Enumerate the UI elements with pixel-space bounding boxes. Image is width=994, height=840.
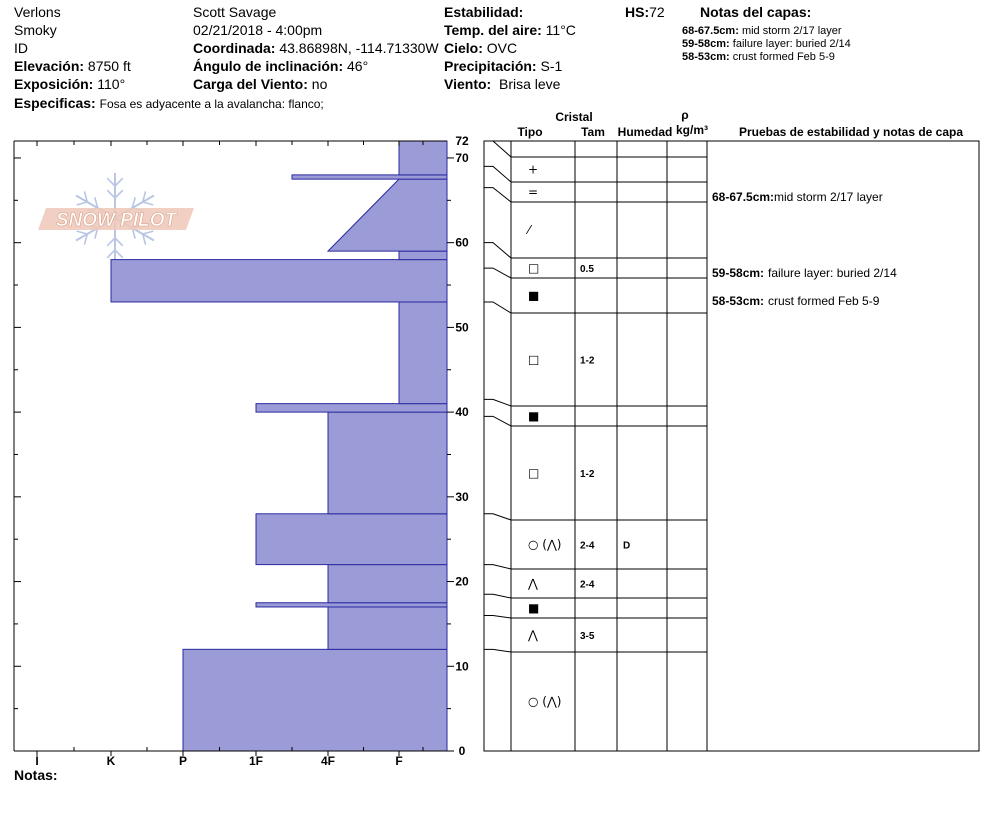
layer-note-text: failure layer: buried 2/14 [768,266,897,280]
header-layer-note-range: 58-53cm: [682,51,730,63]
hardness-bar [111,260,447,302]
air-temp-label: Temp. del aire: [444,22,542,38]
layer-boundary-line [484,166,707,182]
header-layer-note-text: mid storm 2/17 layer [741,25,842,37]
specifics-value: Fosa es adyacente a la avalancha: flanco; [99,97,324,111]
layer-boundary-line [484,514,707,520]
layer-grain-size: 0.5 [580,264,594,275]
precipitation-value: S-1 [540,58,563,74]
hardness-bar [328,412,447,514]
y-tick-label: 70 [455,150,469,165]
hardness-bar [399,251,447,259]
layer-grain-type: ■ [528,288,540,303]
layer-note-range: 59-58cm: [712,266,765,280]
snowflake-branch [115,178,123,186]
header-tam: Tam [581,125,605,139]
y-tick-label: 72 [455,134,469,148]
hardness-bar [328,179,447,251]
layer-grain-type: ⋀ [528,628,538,642]
aspect-value: 110° [97,76,126,92]
hardness-bar [256,603,447,607]
logo-text: SNOW PILOT [55,210,177,231]
hardness-bar [328,607,447,649]
header-tipo: Tipo [517,125,543,139]
x-tick-label: K [106,754,116,768]
layer-grain-size: 1-2 [580,469,595,480]
notes-label: Notas: [14,767,58,783]
x-tick-label: 4F [320,754,336,768]
wind-loading-value: no [311,76,328,92]
wind-value: Brisa leve [498,76,561,92]
y-tick-label: 60 [455,235,469,250]
x-tick-label: P [178,754,188,768]
air-temp-value: 11°C [545,22,576,38]
precipitation-label: Precipitación: [444,58,537,74]
hardness-bar [399,141,447,175]
range-name: Smoky [14,22,57,38]
layer-note-text: mid storm 2/17 layer [774,190,883,204]
coordinates-value: 43.86898N, -114.71330W [279,40,439,56]
snowflake-branch [107,250,115,258]
header-tests: Pruebas de estabilidad y notas de capa [738,125,964,139]
layer-boundary-line [484,302,707,313]
hardness-bar [292,175,447,179]
layer-grain-type: ■ [528,409,540,423]
snowflake-branch [115,250,123,258]
location-name: Verlons [14,4,61,20]
hardness-bar [399,302,447,404]
layer-grain-size: 2-4 [580,579,595,591]
snowflake-branch [115,190,123,198]
specifics-label: Especificas: [14,95,96,111]
snowflake-branch [107,190,115,198]
aspect-label: Exposición: [14,76,94,92]
snow-height-value: 72 [649,4,665,20]
layer-boundary-line [484,243,707,258]
snowflake-branch [77,202,88,205]
y-tick-label: 50 [455,320,469,335]
elevation-value: 8750 ft [87,58,131,74]
x-tick-label: F [395,754,403,768]
hardness-bar [256,514,447,565]
layer-boundary-line [484,615,707,618]
slope-angle-value: 46° [347,58,369,74]
layer-boundary-line [484,565,707,569]
hardness-bar [183,649,447,751]
observation-datetime: 02/21/2018 - 4:00pm [193,22,323,38]
layer-grain-type: ○ (⋀) [528,537,562,552]
header-layer-note-text: crust formed Feb 5-9 [732,51,835,63]
y-tick-label: 10 [455,659,469,674]
wind-loading-label: Carga del Viento: [193,76,308,92]
sky-value: OVC [486,40,518,56]
layer-grain-size: 3-5 [580,631,595,642]
snow-height-label: HS: [625,4,650,20]
layer-moisture: D [623,540,631,552]
snowflake-branch [143,231,154,234]
snowflake-branch [107,178,115,186]
layer-grain-type: ○ (⋀) [528,694,562,709]
layer-grain-type: + [528,162,539,177]
wind-label: Viento: [444,76,492,92]
layer-note-text: crust formed Feb 5-9 [768,294,880,308]
layer-boundary-line [484,594,707,598]
layer-boundary-line [484,416,707,426]
layer-boundary-line [484,141,707,157]
layer-grain-type: ⋀ [528,576,538,591]
x-tick-label: I [35,754,39,768]
x-tick-label: 1F [248,754,264,768]
layer-boundary-line [484,649,707,652]
layer-grain-type: ⁄ [528,223,531,237]
layer-boundary-line [484,399,707,406]
layer-note-range: 68-67.5cm: [712,190,775,204]
slope-angle-label: Ángulo de inclinación: [193,58,344,74]
layer-boundary-line [484,268,707,278]
header-density-unit: kg/m³ [675,123,709,137]
state-name: ID [14,40,28,56]
layer-grain-type: ■ [528,601,540,615]
snowflake-branch [143,202,154,205]
layer-grain-type: □ [528,466,540,480]
layer-grain-size: 2-4 [580,540,595,552]
layer-grain-type: = [528,185,539,199]
hardness-bar [256,404,447,412]
sky-label: Cielo: [444,40,483,56]
stability-label: Estabilidad: [444,4,524,20]
snowflake-branch [77,231,88,234]
layer-grain-size: 1-2 [580,355,595,367]
layer-table [484,141,979,751]
layer-grain-type: □ [528,352,540,367]
y-tick-label: 30 [455,489,469,504]
snowflake-branch [107,238,115,246]
layer-grain-type: □ [528,261,540,275]
layer-boundary-line [484,188,707,202]
y-tick-label: 40 [455,405,469,420]
snowflake-branch [115,238,123,246]
layer-notes-title: Notas del capas: [700,4,812,20]
coordinates-label: Coordinada: [193,40,276,56]
header-layer-note-range: 59-58cm: [682,38,730,50]
y-tick-label: 0 [458,744,466,758]
hardness-bar [328,565,447,603]
header-layer-note-range: 68-67.5cm: [682,25,739,37]
header-cristal: Cristal [555,110,593,124]
header-rho: ρ [681,108,689,122]
observer-name: Scott Savage [193,4,277,20]
header-layer-note-text: failure layer: buried 2/14 [732,38,851,50]
elevation-label: Elevación: [14,58,85,74]
header-humedad: Humedad [617,125,673,139]
y-tick-label: 20 [455,574,469,589]
layer-note-range: 58-53cm: [712,294,765,308]
